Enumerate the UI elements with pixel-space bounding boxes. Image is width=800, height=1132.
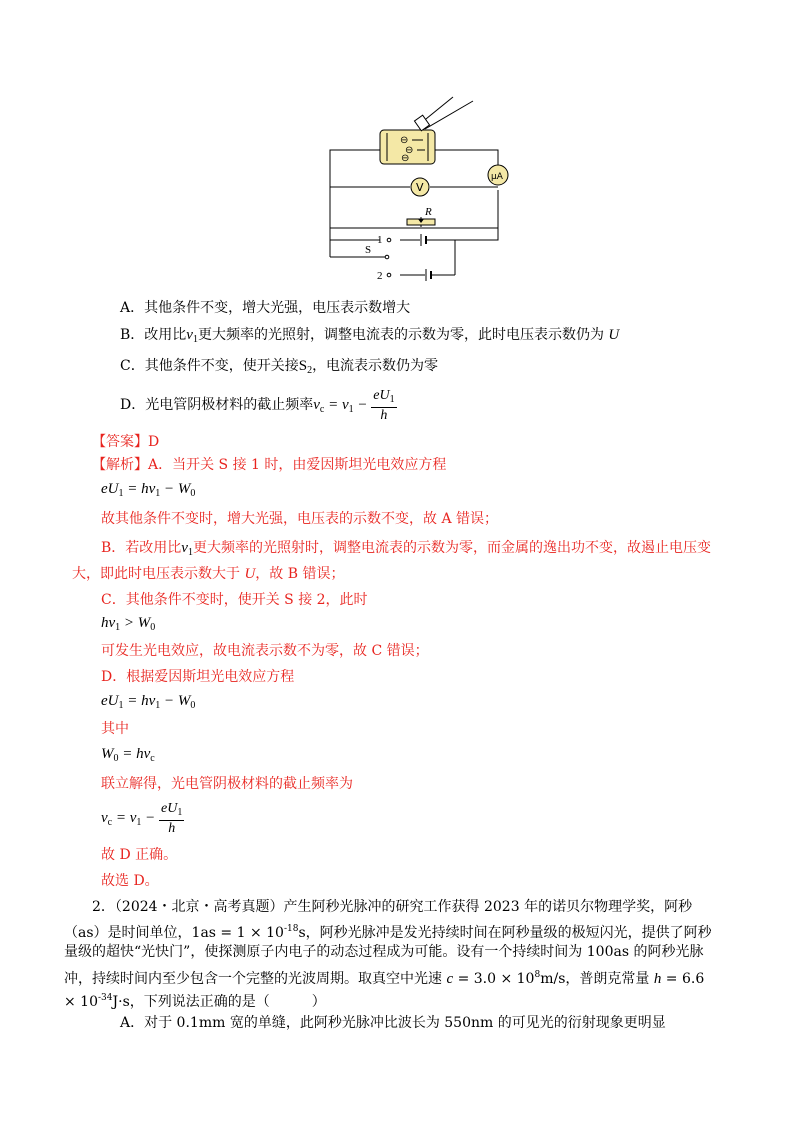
analysis-line-8: 联立解得，光电管阴极材料的截止频率为 [101,776,353,792]
option-b-text: 更大频率的光照射，调整电流表的示数为零，此时电压表示数仍为 [197,327,604,343]
answer-line [92,433,159,451]
wire [435,150,498,165]
option-a: A．其他条件不变，增大光强，电压表示数增大 [120,300,411,316]
contact-2-label: 2 [377,270,383,282]
resistor-label: R [425,206,432,218]
nu1-symbol: $\nu_1$ [186,327,198,345]
switch-contact-2 [387,273,391,277]
question-2-line-1: 2．（2024・北京・高考真题）产生阿秒光脉冲的研究工作获得 2023 年的诺贝尔物理学奖，阿秒 [92,899,693,915]
wire [330,228,380,240]
electron-symbol: ⊖ [400,135,409,146]
analysis-line-7: 其中 [101,721,129,737]
equation-3: $eU_1 = h\nu_1 - W_0$ [101,693,196,711]
cutoff-formula: $\nu_c = \nu_1$ − [313,397,372,415]
analysis-line-5: 可发生光电效应，故电流表示数不为零，故 C 错误； [101,643,429,659]
option-d-prefix: D．光电管阴极材料的截止频率 [120,397,314,413]
formula-fraction: $\frac{eU_1}{h}$ [373,387,395,423]
microammeter-label: μA [491,172,503,182]
equation-1: $eU_1 = h\nu_1 - W_0$ [101,481,196,499]
equation-5: $\nu_c = \nu_1$ − $\frac{eU_1}{h}$ [101,800,183,836]
question-2-line-5: × $10^{-34}J\cdot s$，下列说法正确的是（ ） [64,993,326,1010]
answer-label: 【答案】 [92,434,148,450]
photoelectric-circuit-diagram [325,95,525,290]
equation-2: $h\nu_1 > W_0$ [101,615,156,633]
electron-symbol: ⊖ [401,153,410,164]
analysis-line-3b: 大，即此时电压表示数大于 U，故 B 错误； [72,566,345,582]
analysis-line-1: 【解析】A．当开关 S 接 1 时，由爱因斯坦光电效应方程 [92,457,447,473]
option-b-prefix: B．改用比 [120,327,187,343]
analysis-line-4: C．其他条件不变时，使开关 S 接 2，此时 [101,592,368,608]
electron-symbol: ⊖ [405,145,414,156]
switch-label: S [365,244,372,256]
contact-1-label: 1 [377,234,383,246]
option-c-prefix: C．其他条件不变，使开关接 [120,358,299,374]
switch-symbol: $S_2$ [298,358,313,376]
analysis-line-2: 故其他条件不变时，增大光强，电压表的示数不变，故 A 错误； [101,511,499,527]
analysis-line-3a: B．若改用比$\nu_1$更大频率的光照射时，调整电流表的示数为零，而金属的逸出功不变，故遏止电压变 [101,540,711,558]
equation-4: $W_0 = h\nu_c$ [101,746,155,764]
question-2-option-a: A．对于 0.1mm 宽的单缝，此阿秒光脉冲比波长为 550nm 的可见光的衍射现象更明显 [120,1015,666,1031]
switch-pivot [385,255,389,259]
option-d [120,387,397,428]
question-2-line-4: 冲，持续时间内至少包含一个完整的光波周期。取真空中光速 $c = 3.0 \times 10^8m/s$，普朗克常量 h = 6.6 [64,970,705,987]
option-c [120,357,438,380]
analysis-line-6: D．根据爱因斯坦光电效应方程 [101,669,295,685]
option-b [120,326,619,349]
question-2-line-2: （as）是时间单位，$1as = 1 \times 10^{-18}s$，阿秒光脉冲是发光持续时间在阿秒量级的极短闪光，提供了阿秒 [64,924,712,941]
light-ray [425,101,473,129]
analysis-line-9: 故 D 正确。 [101,847,178,863]
analysis-label: 【解析】 [92,457,148,473]
option-c-text: ，电流表示数仍为零 [312,358,439,374]
question-2-line-3: 量级的超快“光快门”，使探测原子内电子的动态过程成为可能。设有一个持续时间为 100as 的阿秒光脉 [64,944,704,960]
analysis-line-10: 故选 D。 [101,873,159,889]
switch-contact-1 [387,238,391,242]
option-b-var: U [608,327,620,343]
answer-value: D [148,434,160,450]
wire [440,228,498,240]
voltmeter-label: V [416,181,424,194]
